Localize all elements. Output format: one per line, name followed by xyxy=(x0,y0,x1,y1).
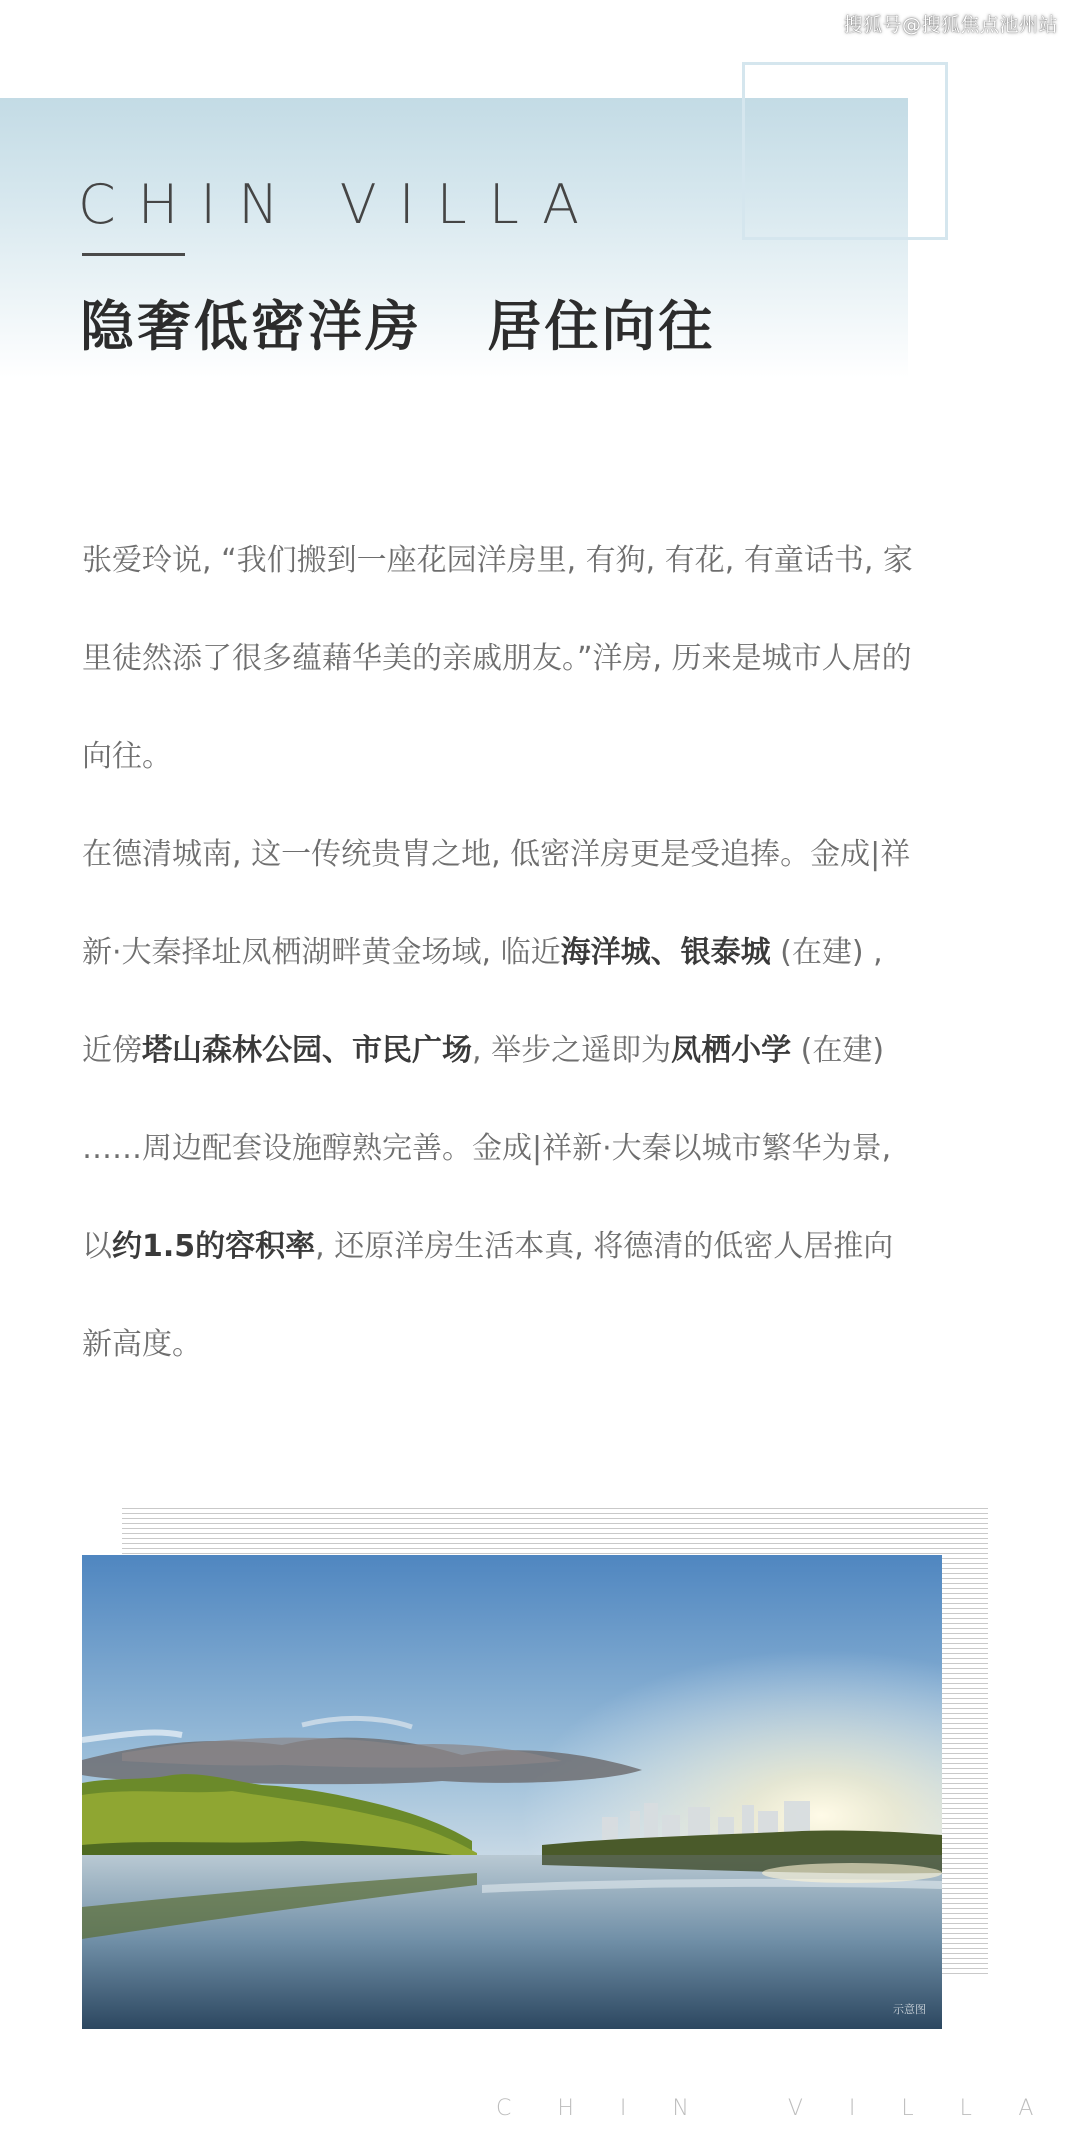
body-line: 在德清城南, 这一传统贵胄之地, 低密洋房更是受追捧。金成|祥 xyxy=(82,837,911,872)
article-body xyxy=(82,512,998,1394)
body-line: 张爱玲说, “我们搬到一座花园洋房里, 有狗, 有花, 有童话书, 家 xyxy=(82,543,913,578)
highlight-landmarks: 海洋城、银泰城 xyxy=(560,935,771,970)
landscape-photo xyxy=(82,1555,942,2029)
body-text-segment: , 举步之遥即为 xyxy=(472,1033,672,1068)
watermark-text: 搜狐号@搜狐焦点池州站 xyxy=(843,14,1058,36)
highlight-school: 凤栖小学 xyxy=(671,1033,792,1068)
body-text-segment: 新·大秦择址凤栖湖畔黄金场域, 临近 xyxy=(82,935,561,970)
body-line: 里徒然添了很多蕴藉华美的亲戚朋友。”洋房, 历来是城市人居的 xyxy=(82,641,912,676)
page-headline: 隐奢低密洋房 居住向往 xyxy=(80,295,716,358)
body-line xyxy=(82,904,998,1002)
brand-title: CHIN VILLA xyxy=(78,173,602,236)
body-line: 新高度。 xyxy=(82,1327,202,1362)
body-line xyxy=(82,1198,998,1296)
body-text-segment: 近傍 xyxy=(82,1033,142,1068)
photo-caption: 示意图 xyxy=(893,2003,926,2016)
footer-brand: CHIN VILLA xyxy=(496,2096,1080,2121)
body-text-segment: (在建) , xyxy=(770,935,883,970)
brand-underline xyxy=(82,253,185,256)
highlight-plot-ratio: 约1.5的容积率 xyxy=(112,1229,316,1264)
river-city-scene xyxy=(82,1555,942,2029)
body-text-segment: (在建) xyxy=(791,1033,885,1068)
body-line: 向往。 xyxy=(82,739,172,774)
body-line: ……周边配套设施醇熟完善。金成|祥新·大秦以城市繁华为景, xyxy=(82,1131,892,1166)
body-text-segment: 以 xyxy=(82,1229,112,1264)
highlight-parks: 塔山森林公园、市民广场 xyxy=(142,1033,472,1068)
decorative-frame xyxy=(742,62,948,240)
body-line xyxy=(82,1002,998,1100)
body-text-segment: , 还原洋房生活本真, 将德清的低密人居推向 xyxy=(315,1229,894,1264)
